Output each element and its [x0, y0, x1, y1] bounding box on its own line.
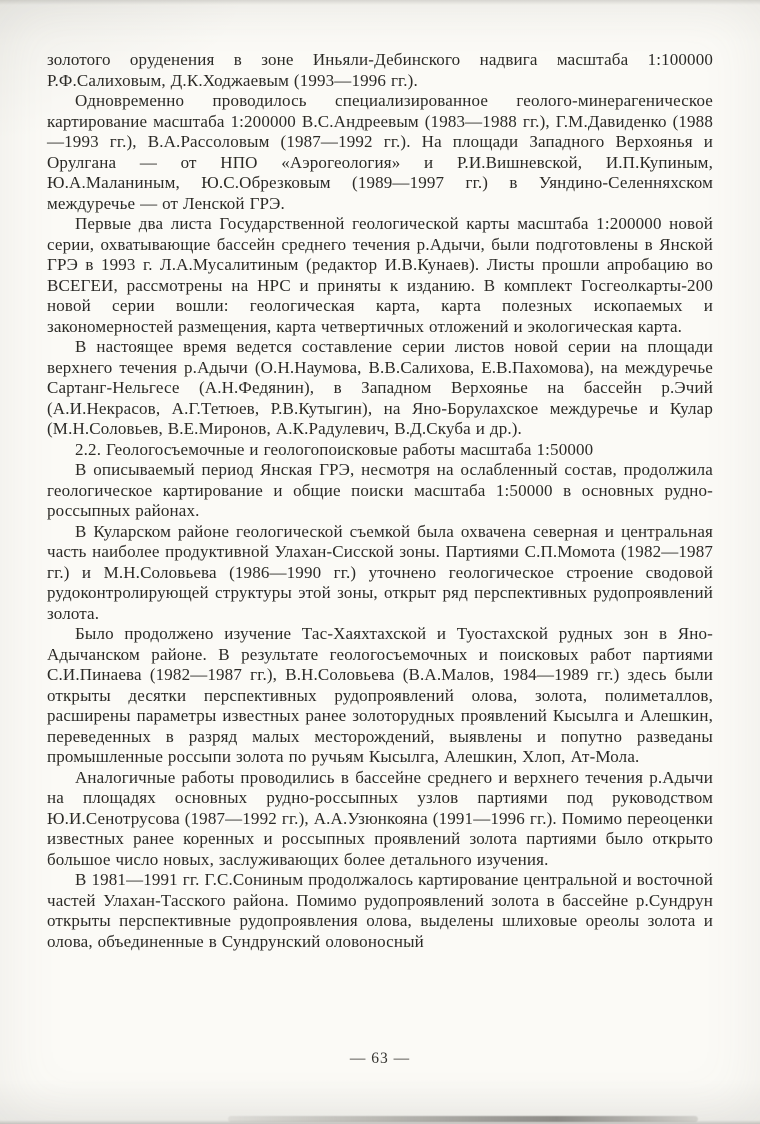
scan-edge-bottom [0, 1120, 760, 1124]
section-heading-2-2: 2.2. Геологосъемочные и геологопоисковые работы масштаба 1:50000 [75, 439, 594, 459]
paragraph: Аналогичные работы проводились в бассейне среднего и верхнего течения р.Адычи на площадях основных рудно-россыпных узлов партиями под руководством Ю.И.Сенотрусова (1987—1992 гг.), А.А.Узюнкояна (1991—1996 гг.). Помимо переоценки известных ранее коренных и россыпных проявлений золота партиями было открыто большое число новых, заслуживающих более детального изучения. [47, 767, 713, 869]
paragraph-continuation: золотого оруденения в зоне Иньяли-Дебинского надвига масштаба 1:100000 Р.Ф.Салиховым, Д.К.Ходжаевым (1993—1996 гг.). [47, 50, 713, 90]
paragraph: В 1981—1991 гг. Г.С.Сониным продолжалось картирование центральной и восточной частей Улахан-Тасского района. Помимо рудопроявлений золота в бассейне р.Сундрун открыты перспективные рудопроявления олова, выделены шлиховые ореолы золота и олова, объединенные в Сундрунский оловоносный [47, 870, 713, 951]
paragraph: В настоящее время ведется составление серии листов новой серии на площади верхнего течения р.Адычи (О.Н.Наумова, В.В.Салихова, Е.В.Пахомова), на междуречье Сартанг-Нельгесе (А.Н.Федянин), в Западном Верхоянье на бассейн р.Эчий (А.И.Некрасов, А.Г.Тетюев, Р.В.Кутыгин), на Яно-Борулахское междуречье и Кулар (М.Н.Соловьев, В.Е.Миронов, А.К.Радулевич, В.Д.Скуба и др.). [47, 337, 713, 438]
paragraph: Одновременно проводилось специализированное геолого-минерагеническое картирование масштаба 1:200000 В.С.Андреевым (1983—1988 гг.), Г.М.Давиденко (1988—1993 гг.), В.А.Рассоловым (1987—1992 гг.). На площади Западного Верхоянья и Орулгана — от НПО «Аэрогеология» и Р.И.Вишневской, И.П.Купиным, Ю.А.Маланиным, Ю.С.Обрезковым (1989—1997 гг.) в Уяндино-Селенняхском междуречье — от Ленской ГРЭ. [47, 91, 713, 213]
paragraph: В описываемый период Янская ГРЭ, несмотря на ослабленный состав, продолжила геологическое картирование и общие поиски масштаба 1:50000 в основных рудно-россыпных районах. [47, 460, 713, 520]
paragraph: Было продолжено изучение Тас-Хаяхтахской и Туостахской рудных зон в Яно-Адычанском районе. В результате геологосъемочных и поисковых работ партиями С.И.Пинаева (1982—1987 гг.), В.Н.Соловьева (В.А.Малов, 1984—1989 гг.) здесь были открыты десятки перспективных рудопроявлений олова, золота, полиметаллов, расширены параметры известных ранее золоторудных проявлений Кысылга и Алешкин, переведенных в разряд малых месторождений, выявлены и попутно разведаны промышленные россыпи золота по ручьям Кысылга, Алешкин, Хлоп, Ат-Мола. [47, 624, 713, 766]
page-body-text [47, 50, 713, 952]
page-number: — 63 — [349, 1050, 411, 1067]
scan-edge-top [0, 0, 760, 5]
paragraph: В Куларском районе геологической съемкой была охвачена северная и центральная часть наиболее продуктивной Улахан-Сисской зоны. Партиями С.П.Момота (1982—1987 гг.) и М.Н.Соловьева (1986—1990 гг.) уточнено геологическое строение сводовой рудоконтролирующей структуры этой зоны, открыт ряд перспективных рудопроявлений золота. [47, 521, 713, 623]
paragraph: Первые два листа Государственной геологической карты масштаба 1:200000 новой серии, охватывающие бассейн среднего течения р.Адычи, были подготовлены в Янской ГРЭ в 1993 г. Л.А.Мусалитиным (редактор И.В.Кунаев). Листы прошли апробацию во ВСЕГЕИ, рассмотрены на НРС и приняты к изданию. В комплект Госгеолкарты-200 новой серии вошли: геологическая карта, карта полезных ископаемых и закономерностей размещения, карта четвертичных отложений и экологическая карта. [47, 214, 713, 336]
